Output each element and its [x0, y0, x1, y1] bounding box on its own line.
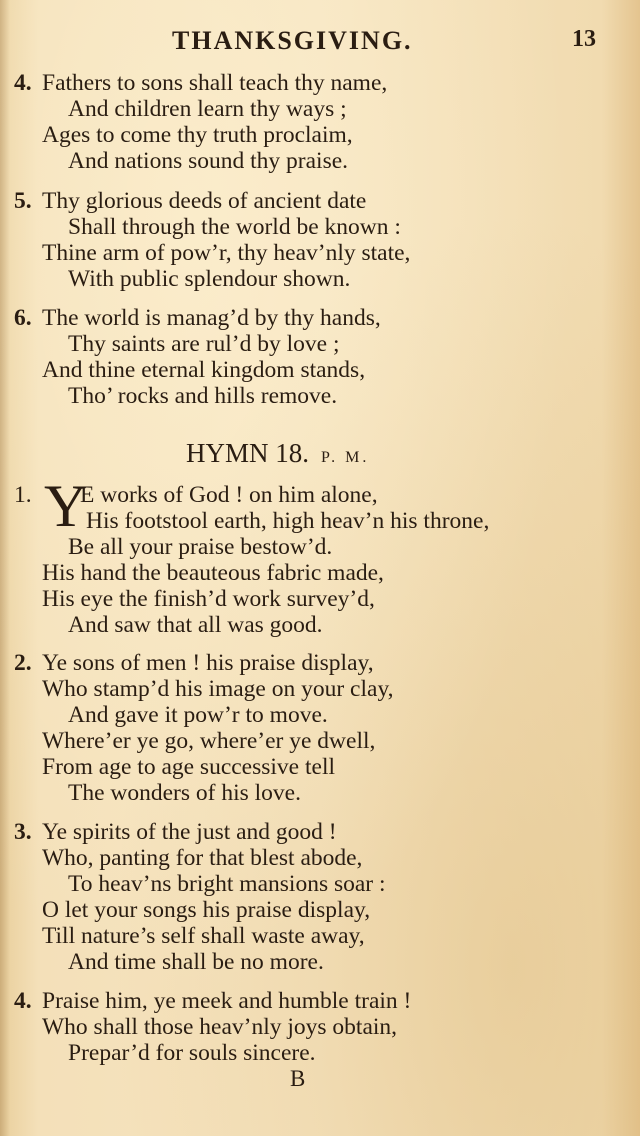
stanza-number: 1. [14, 482, 32, 508]
stanza-line: E works of God ! on him alone, [80, 482, 378, 508]
stanza-line: Prepar’d for souls sincere. [68, 1040, 316, 1066]
stanza-line: Till nature’s self shall waste away, [42, 923, 365, 949]
stanza-number: 2. [14, 650, 32, 676]
stanza-line: Where’er ye go, where’er ye dwell, [42, 728, 376, 754]
stanza-line: O let your songs his praise display, [42, 897, 371, 923]
stanza-line: Shall through the world be known : [68, 214, 401, 240]
stanza-line: Ages to come thy truth proclaim, [42, 122, 353, 148]
gutter-shadow [0, 0, 10, 1136]
stanza-line: Thine arm of pow’r, thy heav’nly state, [42, 240, 411, 266]
stanza-line: And time shall be no more. [68, 949, 324, 975]
verse-text: Ye sons of men ! his praise display, [42, 650, 374, 676]
stanza-line: The wonders of his love. [68, 780, 301, 806]
catchword: B [290, 1066, 306, 1091]
page-number: 13 [572, 26, 596, 52]
hymn-title [186, 438, 369, 469]
stanza-line: Thy saints are rul’d by love ; [68, 331, 340, 357]
drop-cap: Y [44, 473, 88, 539]
stanza-line [14, 188, 366, 214]
verse-text: The world is manag’d by thy hands, [42, 305, 381, 331]
stanza-line: With public splendour shown. [68, 266, 351, 292]
stanza-line: To heav’ns bright mansions soar : [68, 871, 386, 897]
hymn-number: HYMN 18. [186, 438, 310, 468]
stanza-line: His eye the finish’d work survey’d, [42, 586, 375, 612]
stanza-number: 5. [14, 188, 32, 214]
running-head: THANKSGIVING. [172, 26, 413, 55]
hymn-meter: P. M. [321, 449, 370, 466]
stanza-line: His footstool earth, high heav’n his throne, [86, 508, 490, 534]
stanza-number: 6. [14, 305, 32, 331]
stanza-line [14, 305, 381, 331]
stanza-line [14, 988, 411, 1014]
stanza-line: His hand the beauteous fabric made, [42, 560, 384, 586]
stanza-number: 4. [14, 988, 32, 1014]
stanza-number: 3. [14, 819, 32, 845]
verse-text: Fathers to sons shall teach thy name, [42, 70, 388, 96]
verse-text: Praise him, ye meek and humble train ! [42, 988, 412, 1014]
stanza-line: And nations sound thy praise. [68, 148, 349, 174]
stanza-line [14, 819, 337, 845]
stanza-line: Who stamp’d his image on your clay, [42, 676, 394, 702]
stanza-line: Who, panting for that blest abode, [42, 845, 363, 871]
stanza-line [14, 70, 387, 96]
verse-text: Thy glorious deeds of ancient date [42, 188, 367, 214]
stanza-line: From age to age successive tell [42, 754, 336, 780]
stanza-line: Who shall those heav’nly joys obtain, [42, 1014, 398, 1040]
stanza-number: 4. [14, 70, 32, 96]
page-header [0, 22, 640, 62]
stanza-line: And thine eternal kingdom stands, [42, 357, 366, 383]
stanza-line: And saw that all was good. [68, 612, 323, 638]
stanza-line: And gave it pow’r to move. [68, 702, 328, 728]
stanza-line: And children learn thy ways ; [68, 96, 347, 122]
stanza-line: Be all your praise bestow’d. [68, 534, 333, 560]
stanza-line [14, 650, 374, 676]
verse-text: Ye spirits of the just and good ! [42, 819, 337, 845]
stanza-line: Tho’ rocks and hills remove. [68, 383, 338, 409]
